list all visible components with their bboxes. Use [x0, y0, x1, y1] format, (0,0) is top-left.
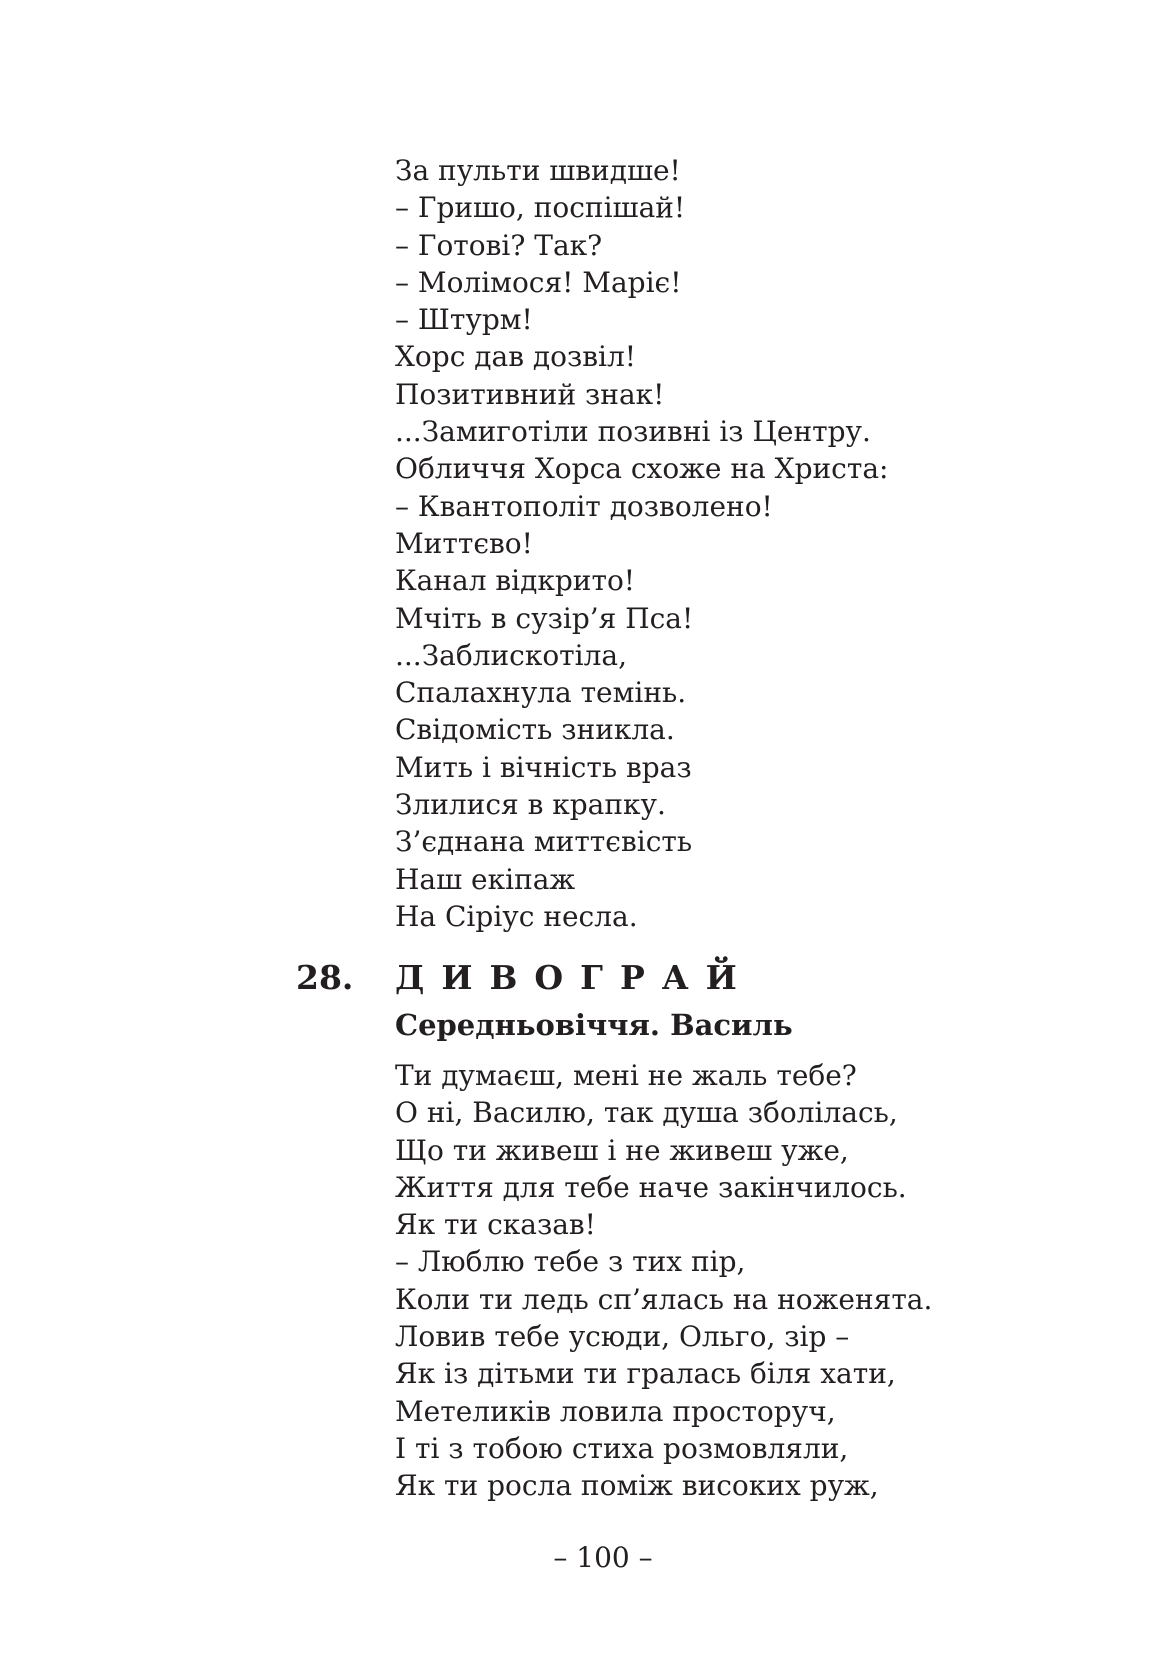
verse-line: Хорс дав дозвіл! — [395, 340, 637, 374]
section-number: 28. — [296, 958, 354, 997]
verse-line: Як ти сказав! — [395, 1208, 596, 1242]
verse-line: – Гришо, поспішай! — [395, 191, 686, 225]
verse-line: Наш екіпаж — [395, 862, 576, 896]
verse-line: Ти думаєш, мені не жаль тебе? — [395, 1059, 857, 1092]
verse-line: Злилися в крапку. — [395, 788, 666, 822]
verse-line: Спалахнула темінь. — [395, 676, 687, 710]
section-subtitle: Середньовіччя. Василь — [395, 1008, 793, 1042]
verse-line: Позитивний знак! — [395, 377, 665, 411]
verse-line: Канал відкрито! — [395, 564, 636, 598]
verse-line: Миттєво! — [395, 526, 533, 560]
verse-line: – Квантополіт дозволено! — [395, 489, 773, 523]
verse-line: – Люблю тебе з тих пір, — [395, 1245, 746, 1279]
verse-line: За пульти швидше! — [395, 154, 681, 187]
verse-line: Мить і вічність враз — [395, 750, 692, 784]
verse-line: Життя для тебе наче закінчилось. — [395, 1170, 907, 1204]
section-title: ДИВОГРАЙ — [395, 958, 754, 997]
verse-line: – Молімося! Маріє! — [395, 265, 682, 299]
verse-line: О ні, Василю, так душа зболілась, — [395, 1096, 898, 1130]
verse-line: Ловив тебе усюди, Ольго, зір – — [395, 1320, 850, 1354]
verse-line: Свідомість зникла. — [395, 713, 675, 747]
verse-line: З’єднана миттєвість — [395, 825, 693, 859]
verse-line: Мчіть в сузір’я Пса! — [395, 601, 694, 635]
verse-line: – Штурм! — [395, 303, 533, 337]
verse-line: Обличчя Хорса схоже на Христа: — [395, 452, 889, 486]
verse-line: Що ти живеш і не живеш уже, — [395, 1133, 849, 1167]
verse-line: Коли ти ледь сп’ялась на ноженята. — [395, 1282, 933, 1316]
poem-stanza-continued — [395, 152, 1095, 935]
page-number: – 100 – — [553, 1541, 653, 1574]
verse-line: ...Замиготіли позивні із Центру. — [395, 415, 871, 449]
verse-line: Як із дітьми ти гралась біля хати, — [395, 1357, 896, 1391]
verse-line: ...Заблискотіла, — [395, 638, 628, 672]
verse-line: – Готові? Так? — [395, 228, 603, 262]
verse-line: На Сіріус несла. — [395, 899, 638, 933]
poem-stanza — [395, 1057, 1095, 1505]
verse-line: Як ти росла поміж високих руж, — [395, 1469, 879, 1503]
verse-line: Метеликів ловила просторуч, — [395, 1394, 836, 1428]
verse-line: І ті з тобою стиха розмовляли, — [395, 1431, 849, 1465]
